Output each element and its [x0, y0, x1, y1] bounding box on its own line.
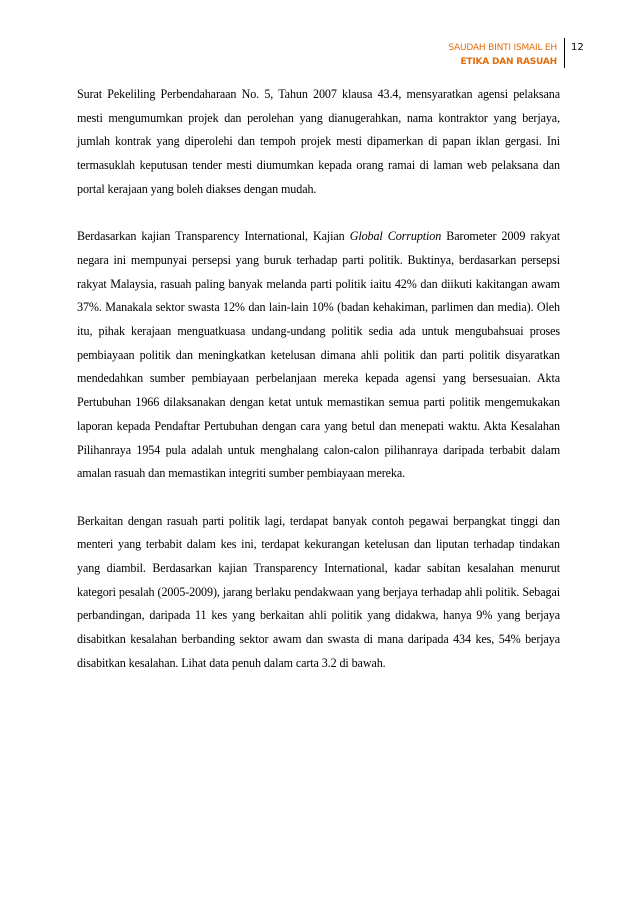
header-divider [564, 38, 565, 68]
header-author: SAUDAH BINTI ISMAIL EH [448, 43, 557, 53]
paragraph-2-part-1: Berdasarkan kajian Transparency International, Kajian [77, 229, 350, 244]
running-header [448, 41, 557, 69]
paragraph-2 [77, 225, 560, 486]
paragraph-2-italic: Global Corruption [349, 229, 442, 244]
header-subject: ETIKA DAN RASUAH [460, 57, 557, 67]
body-text [77, 83, 560, 699]
paragraph-3: Berkaitan dengan rasuah parti politik lagi, terdapat banyak contoh pegawai berpangkat tinggi dan menteri yang terbabit dalam kes ini, terdapat kekurangan ketelusan dan liputan terhadap tindakan yang diambil. Berdasarkan kajian Transparency International, kadar sabitan kesalahan menurut kategori pesalah (2005-2009), jarang berlaku pendakwaan yang berjaya terhadap ahli politik. Sebagai perbandingan, daripada 11 kes yang berkaitan ahli politik yang didakwa, hanya 9% yang berjaya disabitkan kesalahan berbanding sektor awam dan swasta di mana daripada 434 kes, 54% berjaya disabitkan kesalahan. Lihat data penuh dalam carta 3.2 di bawah. [77, 513, 560, 670]
page-number: 12 [571, 42, 584, 53]
paragraph-1: Surat Pekeliling Perbendaharaan No. 5, Tahun 2007 klausa 43.4, mensyaratkan agensi pelaksana mesti mengumumkan projek dan perolehan yang dianugerahkan, nama kontraktor yang berjaya, jumlah kontrak yang diperolehi dan tempoh projek mesti dipamerkan di papan iklan gergasi. Ini termasuklah keputusan tender mesti diumumkan kepada orang ramai di laman web pelaksana dan portal kerajaan yang boleh diakses dengan mudah. [77, 87, 560, 196]
paragraph-2-part-2: Barometer 2009 rakyat negara ini mempunyai persepsi yang buruk terhadap parti politik. Buktinya, berdasarkan persepsi rakyat Malaysia, rasuah paling banyak melanda parti politik iaitu 42% dan diikuti kakitangan awam 37%. Manakala sektor swasta 12% dan lain-lain 10% (badan kehakiman, parlimen dan media). Oleh itu, pihak kerajaan menguatkuasa undang-undang politik sedia ada untuk mengubahsuai proses pembiayaan politik dan meningkatkan ketelusan dimana ahli politik dan parti politik disyaratkan mendedahkan sumber pembiayaan perbelanjaan mereka kepada agensi yang bersesuaian. Akta Pertubuhan 1966 dilaksanakan dengan ketat untuk memastikan semua parti politik mengemukakan laporan kepada Pendaftar Pertubuhan dengan cara yang betul dan menepati waktu. Akta Kesalahan Pilihanraya 1954 pula adalah untuk menghalang calon-calon pilihanraya daripada terbabit dalam amalan rasuah dan memastikan integriti sumber pembiayaan mereka. [77, 229, 560, 481]
